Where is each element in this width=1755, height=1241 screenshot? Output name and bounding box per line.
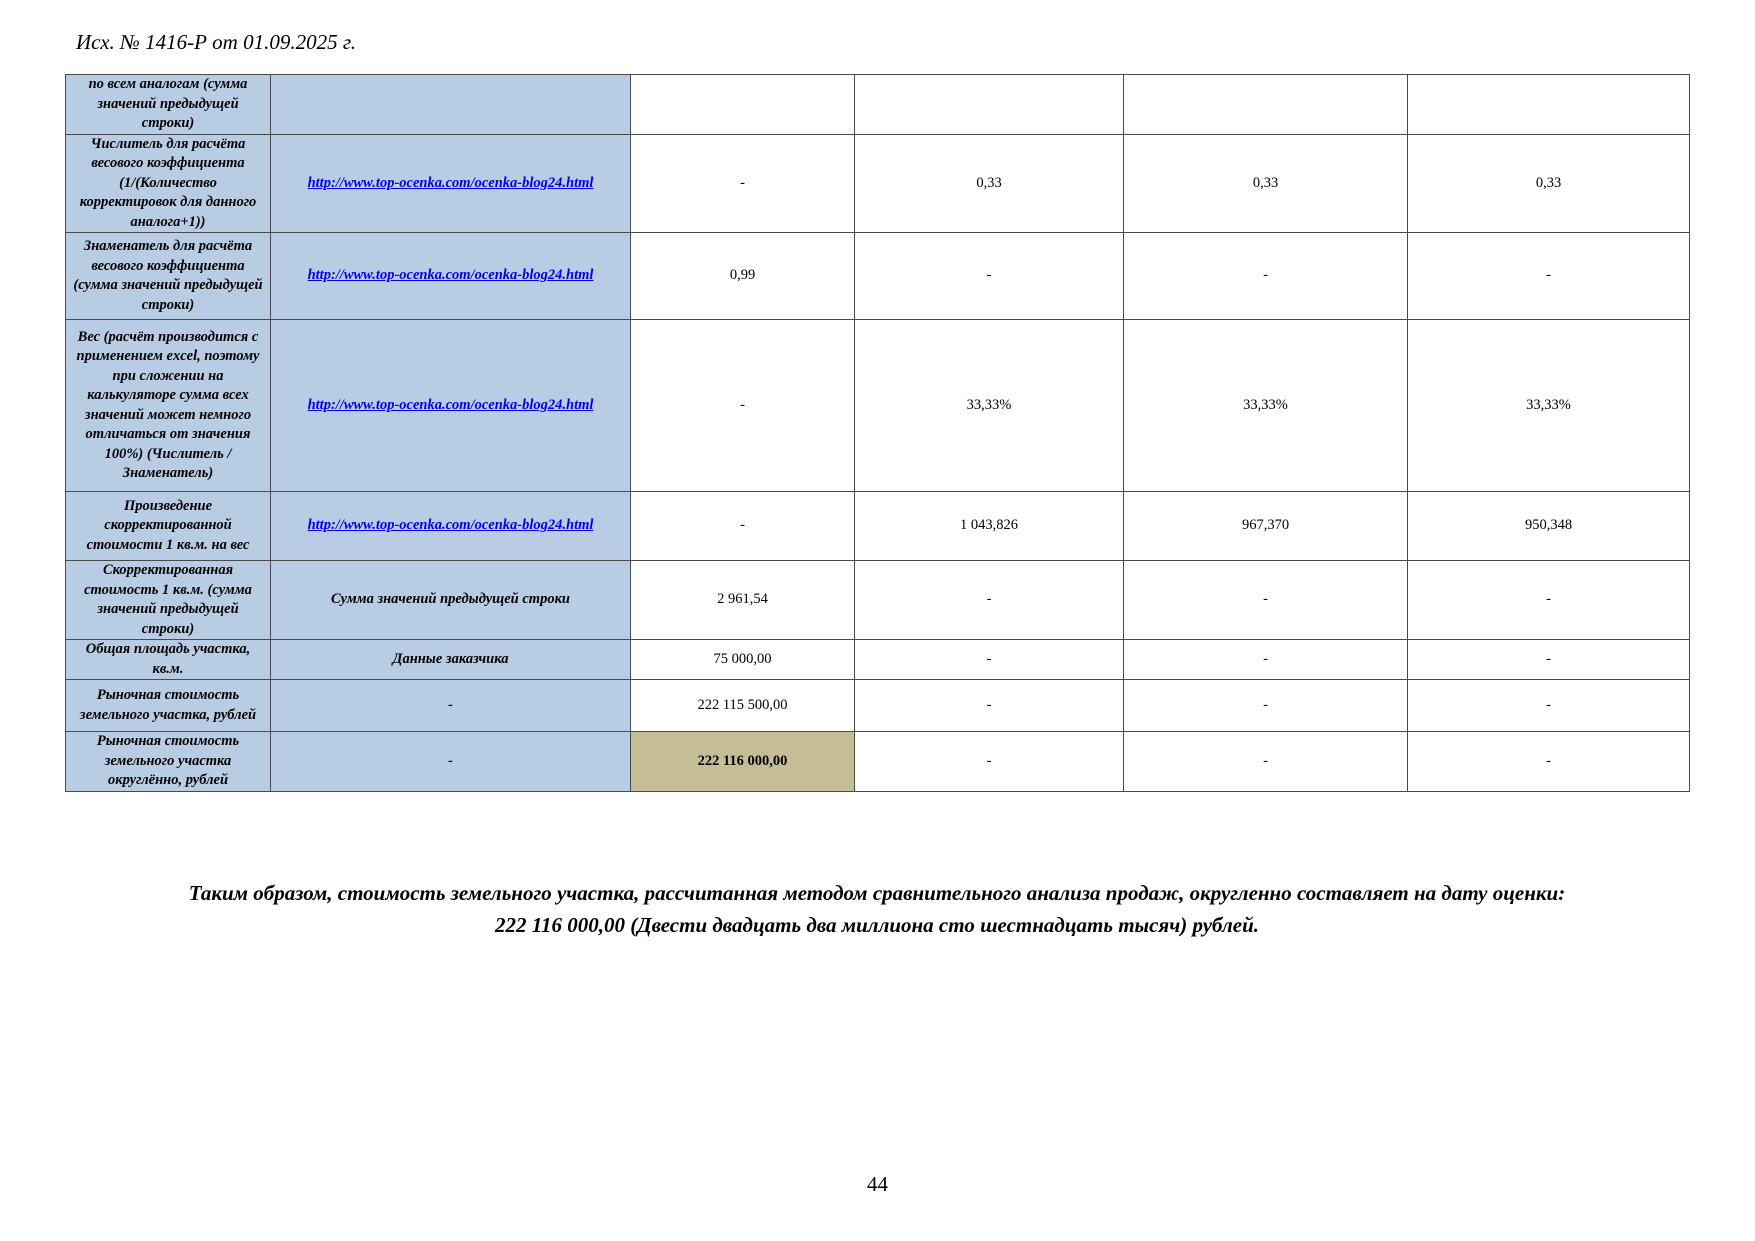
value-cell-1: 0,99 — [631, 233, 855, 320]
value-cell-1: - — [631, 492, 855, 561]
value-cell-4: - — [1408, 680, 1690, 732]
value-cell-2: - — [855, 233, 1124, 320]
row-label: Общая площадь участка, кв.м. — [66, 640, 271, 680]
source-link[interactable]: http://www.top-ocenka.com/ocenka-blog24.html — [307, 396, 594, 413]
value-cell-1: - — [631, 320, 855, 492]
value-cell-2: - — [855, 561, 1124, 640]
value-cell-1: - — [631, 134, 855, 233]
conclusion-line-2: 222 116 000,00 (Двести двадцать два миллиона сто шестнадцать тысяч) рублей. — [494, 913, 1260, 937]
value-cell-4: 0,33 — [1408, 134, 1690, 233]
table-row — [66, 640, 1690, 680]
value-cell-1: 75 000,00 — [631, 640, 855, 680]
row-source — [271, 75, 631, 135]
row-source — [271, 233, 631, 320]
row-source: - — [271, 680, 631, 732]
value-cell-3: - — [1124, 640, 1408, 680]
valuation-table-body — [66, 75, 1690, 792]
row-label: Рыночная стоимость земельного участка округлённо, рублей — [66, 732, 271, 792]
value-cell-2: - — [855, 732, 1124, 792]
row-source: Сумма значений предыдущей строки — [271, 561, 631, 640]
value-cell-2: 33,33% — [855, 320, 1124, 492]
value-cell-3: - — [1124, 561, 1408, 640]
row-source: - — [271, 732, 631, 792]
table-row — [66, 320, 1690, 492]
conclusion-line-1: Таким образом, стоимость земельного участка, рассчитанная методом сравнительного анализа продаж, округленно составляет на дату оценки: — [188, 881, 1566, 905]
row-source — [271, 134, 631, 233]
value-cell-4: - — [1408, 233, 1690, 320]
row-label: Вес (расчёт производится с применением excel, поэтому при сложении на калькуляторе сумма всех значений может немного отличаться от значения 100%) (Числитель / Знаменатель) — [66, 320, 271, 492]
value-cell-1: 2 961,54 — [631, 561, 855, 640]
table-row — [66, 75, 1690, 135]
source-link[interactable]: http://www.top-ocenka.com/ocenka-blog24.html — [307, 267, 594, 284]
row-label: Скорректированная стоимость 1 кв.м. (сумма значений предыдущей строки) — [66, 561, 271, 640]
table-row — [66, 233, 1690, 320]
table-row — [66, 732, 1690, 792]
table-row — [66, 134, 1690, 233]
value-cell-4 — [1408, 75, 1690, 135]
source-link[interactable]: http://www.top-ocenka.com/ocenka-blog24.html — [307, 517, 594, 534]
value-cell-2 — [855, 75, 1124, 135]
row-label: Произведение скорректированной стоимости 1 кв.м. на вес — [66, 492, 271, 561]
value-cell-2: 1 043,826 — [855, 492, 1124, 561]
value-cell-4: - — [1408, 640, 1690, 680]
conclusion-paragraph — [65, 877, 1689, 941]
row-label: Знаменатель для расчёта весового коэффициента (сумма значений предыдущей строки) — [66, 233, 271, 320]
value-cell-1: 222 116 000,00 — [631, 732, 855, 792]
source-link[interactable]: http://www.top-ocenka.com/ocenka-blog24.html — [307, 174, 594, 191]
value-cell-4: - — [1408, 732, 1690, 792]
value-cell-3: - — [1124, 732, 1408, 792]
value-cell-3: 0,33 — [1124, 134, 1408, 233]
row-source: Данные заказчика — [271, 640, 631, 680]
value-cell-2: - — [855, 680, 1124, 732]
value-cell-3: 967,370 — [1124, 492, 1408, 561]
value-cell-3 — [1124, 75, 1408, 135]
value-cell-4: 950,348 — [1408, 492, 1690, 561]
value-cell-3: - — [1124, 233, 1408, 320]
value-cell-4: 33,33% — [1408, 320, 1690, 492]
value-cell-1: 222 115 500,00 — [631, 680, 855, 732]
row-label: по всем аналогам (сумма значений предыдущей строки) — [66, 75, 271, 135]
value-cell-1 — [631, 75, 855, 135]
row-source — [271, 320, 631, 492]
table-row — [66, 492, 1690, 561]
value-cell-3: 33,33% — [1124, 320, 1408, 492]
document-reference: Исх. № 1416-Р от 01.09.2025 г. — [76, 30, 356, 54]
table-row — [66, 680, 1690, 732]
page-number: 44 — [867, 1172, 888, 1196]
row-label: Рыночная стоимость земельного участка, рублей — [66, 680, 271, 732]
value-cell-2: - — [855, 640, 1124, 680]
valuation-table — [65, 74, 1690, 792]
value-cell-4: - — [1408, 561, 1690, 640]
value-cell-3: - — [1124, 680, 1408, 732]
row-label: Числитель для расчёта весового коэффициента (1/(Количество корректировок для данного аналога+1)) — [66, 134, 271, 233]
row-source — [271, 492, 631, 561]
value-cell-2: 0,33 — [855, 134, 1124, 233]
table-row — [66, 561, 1690, 640]
